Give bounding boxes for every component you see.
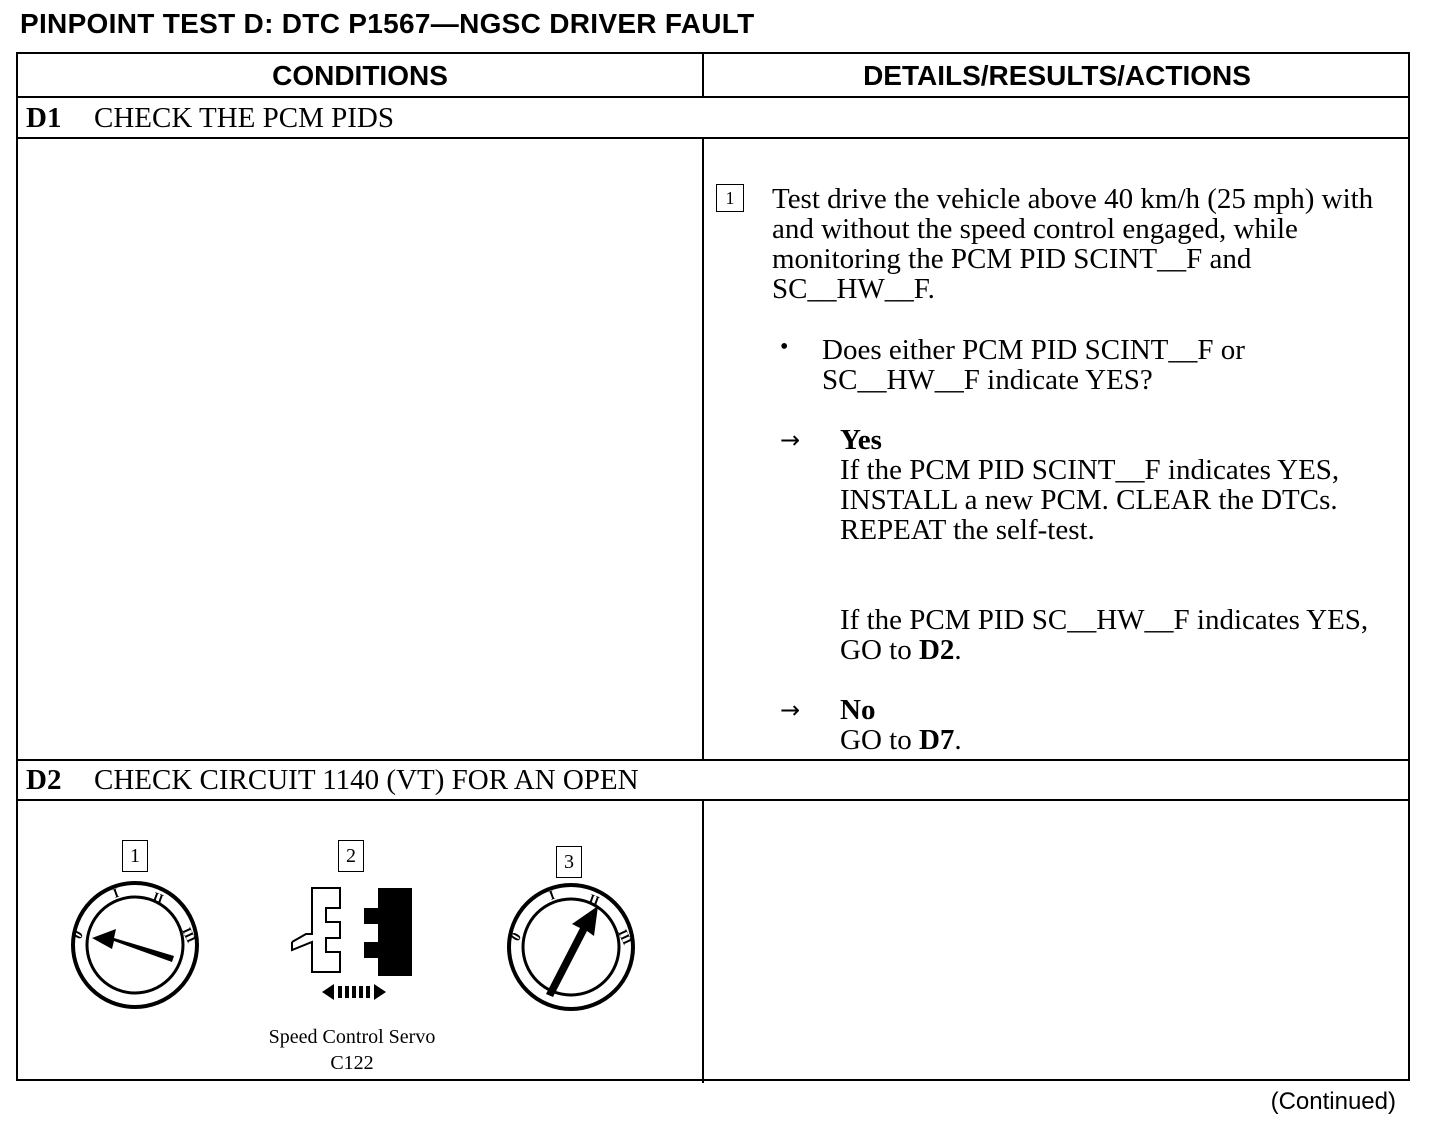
step-d1-heading	[26, 97, 394, 137]
figure-3-number-box: 3	[556, 846, 582, 878]
connector-caption-line: C122	[330, 1052, 374, 1074]
step-d1-title: CHECK THE PCM PIDS	[94, 102, 394, 134]
step-d1-heading-divider	[18, 137, 1408, 139]
ignition-switch-off-icon	[70, 880, 200, 1010]
no-label: No	[840, 694, 876, 726]
switch-position-label: II	[150, 888, 166, 907]
go-to-d2-link: D2	[918, 634, 955, 666]
bullet-icon: •	[780, 334, 789, 360]
figure-2-number-box: 2	[338, 840, 364, 872]
yes-action-line: If the PCM PID SCINT__F indicates YES,	[840, 454, 1340, 486]
conditions-column-header: CONDITIONS	[272, 60, 448, 91]
continued-label: (Continued)	[1270, 1088, 1396, 1115]
yes-second-action-go: GO to D2.	[840, 634, 962, 666]
switch-position-label: I	[110, 884, 121, 901]
connector-caption-line: Speed Control Servo	[268, 1026, 436, 1048]
instruction-line: and without the speed control engaged, while	[772, 213, 1298, 245]
switch-position-label: II	[586, 890, 602, 909]
question-text	[822, 335, 1402, 395]
column-divider-d2	[702, 799, 704, 1083]
figure-1-number-box: 1	[122, 840, 148, 872]
switch-position-label: III	[615, 926, 636, 948]
switch-position-label: III	[179, 924, 200, 946]
column-divider-d1	[702, 137, 704, 759]
yes-result	[840, 425, 1410, 545]
step-d2-id: D2	[26, 764, 62, 796]
question-line: SC__HW__F indicate YES?	[822, 364, 1153, 396]
step-number-box: 1	[716, 184, 744, 212]
yes-second-action	[840, 605, 1410, 665]
pinpoint-test-table	[16, 52, 1410, 1081]
yes-label: Yes	[840, 424, 882, 456]
instruction-line: monitoring the PCM PID SCINT__F and	[772, 243, 1252, 275]
yes-arrow-icon: →	[780, 426, 801, 454]
disconnect-connector-icon	[282, 884, 422, 1014]
step-d2-heading-divider	[18, 799, 1408, 801]
connector-caption	[222, 1024, 482, 1076]
step-d2-title: CHECK CIRCUIT 1140 (VT) FOR AN OPEN	[94, 764, 639, 796]
page-title: PINPOINT TEST D: DTC P1567—NGSC DRIVER FAULT	[20, 8, 755, 39]
yes-second-action-line: If the PCM PID SC__HW__F indicates YES,	[840, 604, 1369, 636]
yes-action-line: INSTALL a new PCM. CLEAR the DTCs.	[840, 484, 1338, 516]
step-d1-id: D1	[26, 102, 62, 134]
switch-position-label: I	[546, 886, 557, 903]
instruction-line: SC__HW__F.	[772, 273, 935, 305]
question-line: Does either PCM PID SCINT__F or	[822, 334, 1245, 366]
switch-position-label: 0	[70, 928, 87, 942]
test-drive-instruction	[772, 184, 1402, 304]
no-action-go: GO to D7.	[840, 724, 962, 756]
yes-action-line: REPEAT the self-test.	[840, 514, 1095, 546]
no-arrow-icon: →	[780, 696, 801, 724]
switch-position-label: 0	[508, 930, 525, 944]
details-column-header: DETAILS/RESULTS/ACTIONS	[863, 60, 1251, 91]
ignition-switch-run-icon	[506, 882, 636, 1012]
no-result	[840, 695, 1410, 755]
instruction-line: Test drive the vehicle above 40 km/h (25 mph) with	[772, 183, 1374, 215]
step-d2-heading	[26, 759, 639, 799]
go-to-d7-link: D7	[918, 724, 955, 756]
